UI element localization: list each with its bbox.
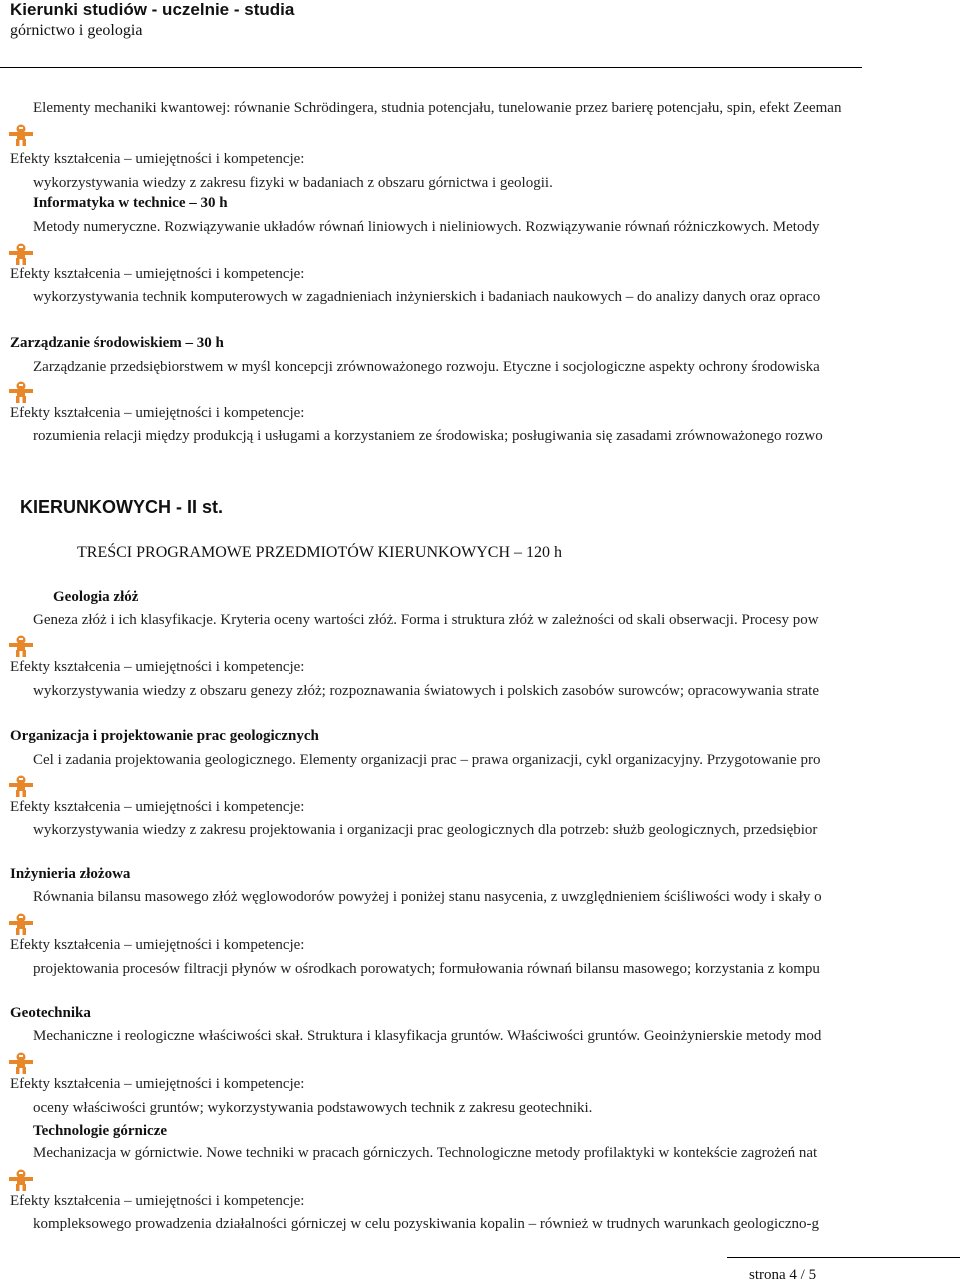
course-description: Cel i zadania projektowania geologicznego. Elementy organizacji prac – prawa organizacji, cykl organizacyjny. Przygotowanie pro [33, 752, 821, 768]
course-description: Zarządzanie przedsiębiorstwem w myśl koncepcji zrównoważonego rozwoju. Etyczne i socjologiczne aspekty ochrony środowiska [33, 359, 820, 375]
effects-label: Efekty kształcenia – umiejętności i kompetencje: [10, 405, 305, 421]
course-description: Elementy mechaniki kwantowej: równanie Schrödingera, studnia potencjału, tunelowanie przez barierę potencjału, spin, efekt Zeeman [33, 100, 842, 116]
page-title: Kierunki studiów - uczelnie - studia [10, 0, 295, 19]
course-effects: wykorzystywania wiedzy z zakresu fizyki w badaniach z obszaru górnictwa i geologii. [33, 175, 553, 191]
effects-label: Efekty kształcenia – umiejętności i kompetencje: [10, 937, 305, 953]
effects-label: Efekty kształcenia – umiejętności i kompetencje: [10, 151, 305, 167]
orange-person-icon [9, 635, 33, 657]
course-description: Mechanizacja w górnictwie. Nowe techniki w pracach górniczych. Technologiczne metody profilaktyki w kontekście zagrożeń nat [33, 1145, 818, 1161]
course-effects: rozumienia relacji między produkcją i usługami a korzystaniem ze środowiska; posługiwania się zasadami zrównoważonego rozwo [33, 428, 823, 444]
effects-label: Efekty kształcenia – umiejętności i kompetencje: [10, 1193, 305, 1209]
effects-label: Efekty kształcenia – umiejętności i kompetencje: [10, 659, 305, 675]
effects-label: Efekty kształcenia – umiejętności i kompetencje: [10, 1076, 305, 1092]
course-heading: Geotechnika [10, 1005, 91, 1021]
course-effects: wykorzystywania wiedzy z obszaru genezy złóż; rozpoznawania światowych i polskich zasobów surowców; opracowywania strate [33, 683, 819, 699]
orange-person-icon [9, 1052, 33, 1074]
course-heading: Inżynieria złożowa [10, 866, 131, 882]
course-effects: wykorzystywania wiedzy z zakresu projektowania i organizacji prac geologicznych dla potrzeb: służb geologicznych, przedsiębior [33, 822, 818, 838]
course-heading: Technologie górnicze [33, 1123, 168, 1139]
course-description: Równania bilansu masowego złóż węglowodorów powyżej i poniżej stanu nasycenia, z uwzględnieniem ściśliwości wody i skały o [33, 889, 822, 905]
course-heading: Zarządzanie środowiskiem – 30 h [10, 335, 224, 351]
course-description: Mechaniczne i reologiczne właściwości skał. Struktura i klasyfikacja gruntów. Właściwości gruntów. Geoinżynierskie metody mod [33, 1028, 822, 1044]
section-title: KIERUNKOWYCH - II st. [20, 497, 224, 517]
effects-label: Efekty kształcenia – umiejętności i kompetencje: [10, 266, 305, 282]
course-effects: oceny właściwości gruntów; wykorzystywania podstawowych technik z zakresu geotechniki. [33, 1100, 593, 1116]
course-description: Metody numeryczne. Rozwiązywanie układów równań liniowych i nieliniowych. Rozwiązywanie równań różniczkowych. Metody [33, 219, 820, 235]
footer-divider [727, 1257, 960, 1258]
page-number: strona 4 / 5 [749, 1267, 817, 1283]
course-effects: kompleksowego prowadzenia działalności górniczej w celu pozyskiwania kopalin – również w trudnych warunkach geologiczno-g [33, 1216, 819, 1232]
page-subtitle: górnictwo i geologia [10, 22, 143, 39]
section-subtitle: TREŚCI PROGRAMOWE PRZEDMIOTÓW KIERUNKOWYCH – 120 h [77, 544, 563, 561]
course-effects: wykorzystywania technik komputerowych w zagadnieniach inżynierskich i badaniach naukowych – do analizy danych oraz opraco [33, 289, 821, 305]
effects-label: Efekty kształcenia – umiejętności i kompetencje: [10, 799, 305, 815]
course-effects: projektowania procesów filtracji płynów w ośrodkach porowatych; formułowania równań bilansu masowego; korzystania z kompu [33, 961, 820, 977]
orange-person-icon [9, 775, 33, 797]
orange-person-icon [9, 381, 33, 403]
orange-person-icon [9, 1169, 33, 1191]
course-description: Geneza złóż i ich klasyfikacje. Kryteria oceny wartości złóż. Forma i struktura złóż w zależności od skali obserwacji. Procesy pow [33, 612, 819, 628]
header-divider [0, 67, 862, 68]
course-heading: Organizacja i projektowanie prac geologicznych [10, 728, 319, 744]
course-heading: Informatyka w technice – 30 h [33, 195, 228, 211]
orange-person-icon [9, 243, 33, 265]
orange-person-icon [9, 913, 33, 935]
course-heading: Geologia złóż [53, 589, 139, 605]
orange-person-icon [9, 124, 33, 146]
